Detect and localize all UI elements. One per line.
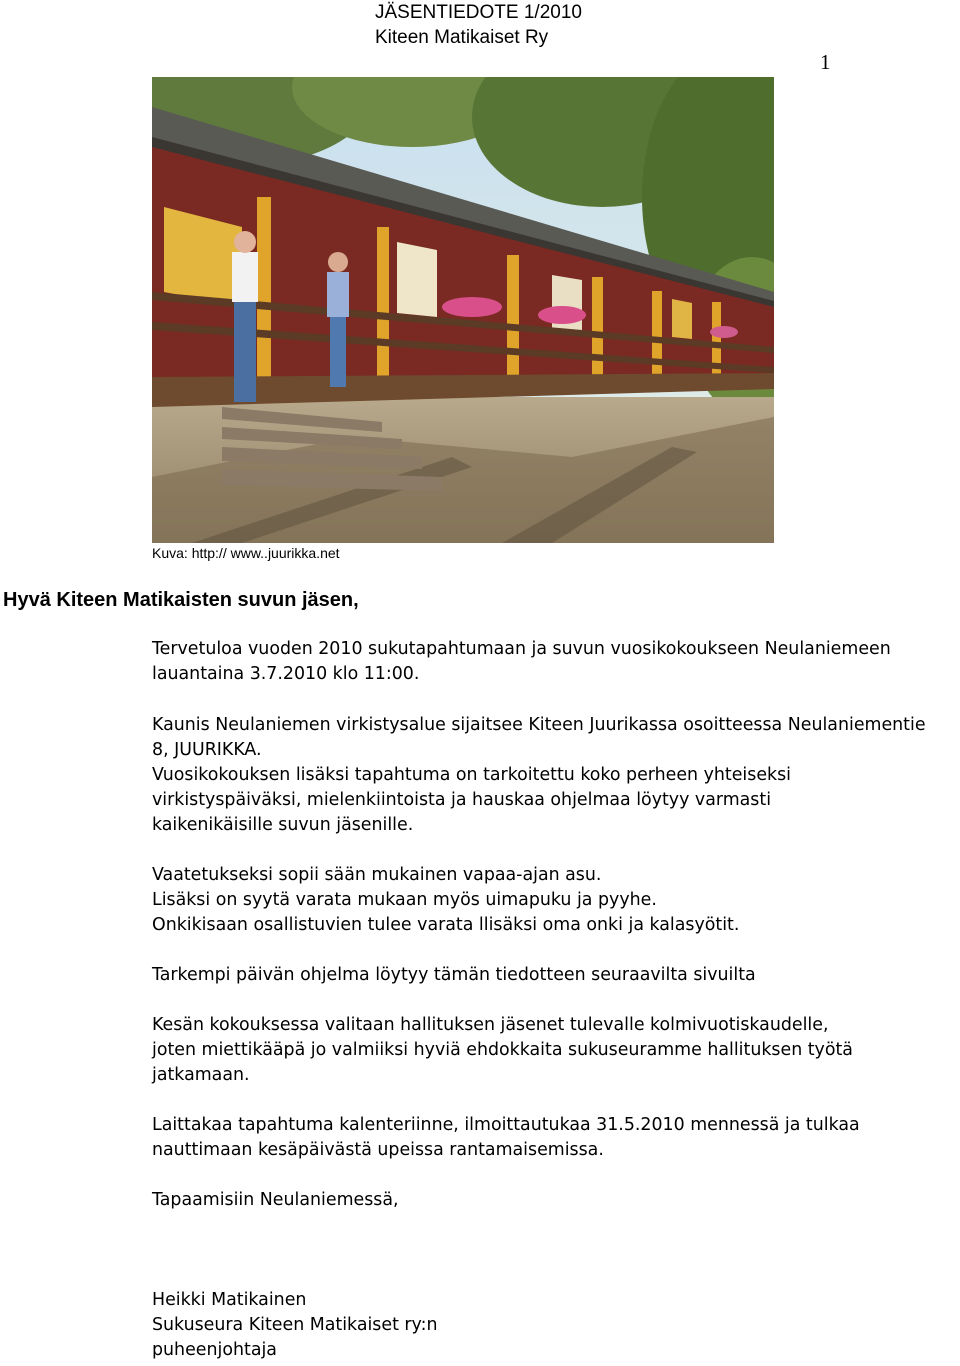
paragraph-program (152, 963, 952, 988)
text-line: virkistyspäiväksi, mielenkiintoista ja hauskaa ohjelmaa löytyy varmasti (152, 790, 772, 810)
text-line: Onkikisaan osallistuvien tulee varata llisäksi oma onki ja kalasyötit. (152, 915, 740, 935)
text-line: Tervetuloa vuoden 2010 sukutapahtumaan ja suvun vuosikokoukseen Neulaniemeen (152, 639, 891, 659)
text-line: Tapaamisiin Neulaniemessä, (152, 1190, 399, 1210)
text-line: kaikenikäisille suvun jäsenille. (152, 815, 414, 835)
text-line: 8, JUURIKKA. (152, 740, 262, 760)
paragraph-farewell (152, 1188, 952, 1213)
house-photo-illustration (152, 77, 774, 543)
text-line: Tarkempi päivän ohjelma löytyy tämän tiedotteen seuraavilta sivuilta (152, 965, 756, 985)
text-line: joten miettikääpä jo valmiiksi hyviä ehdokkaita sukuseuramme hallituksen työtä (152, 1040, 853, 1060)
page-number: 1 (820, 50, 831, 74)
header-line-2: Kiteen Matikaiset Ry (375, 27, 549, 48)
photo-caption: Kuva: http:// www..juurikka.net (152, 545, 340, 561)
header-line-1: JÄSENTIEDOTE 1/2010 (375, 2, 582, 23)
paragraph-registration (152, 1113, 952, 1163)
text-line: Lisäksi on syytä varata mukaan myös uimapuku ja pyyhe. (152, 890, 657, 910)
signature-block (152, 1288, 952, 1363)
signature-name: Heikki Matikainen (152, 1290, 307, 1310)
text-line: Vaatetukseksi sopii sään mukainen vapaa-ajan asu. (152, 865, 602, 885)
signature-title: puheenjohtaja (152, 1340, 277, 1360)
paragraph-clothing (152, 863, 952, 938)
signature-org: Sukuseura Kiteen Matikaiset ry:n (152, 1315, 438, 1335)
text-line: Laittakaa tapahtuma kalenteriinne, ilmoittautukaa 31.5.2010 mennessä ja tulkaa (152, 1115, 860, 1135)
paragraph-location (152, 713, 952, 838)
text-line: Vuosikokouksen lisäksi tapahtuma on tarkoitettu koko perheen yhteiseksi (152, 765, 791, 785)
house-photo (152, 77, 774, 543)
text-line: lauantaina 3.7.2010 klo 11:00. (152, 664, 420, 684)
text-line: jatkamaan. (152, 1065, 250, 1085)
paragraph-election (152, 1013, 952, 1088)
text-line: Kaunis Neulaniemen virkistysalue sijaitsee Kiteen Juurikassa osoitteessa Neulaniementie (152, 715, 926, 735)
text-line: Kesän kokouksessa valitaan hallituksen jäsenet tulevalle kolmivuotiskaudelle, (152, 1015, 829, 1035)
greeting: Hyvä Kiteen Matikaisten suvun jäsen, (3, 589, 359, 611)
text-line: nauttimaan kesäpäivästä upeissa rantamaisemissa. (152, 1140, 604, 1160)
paragraph-welcome (152, 637, 952, 687)
